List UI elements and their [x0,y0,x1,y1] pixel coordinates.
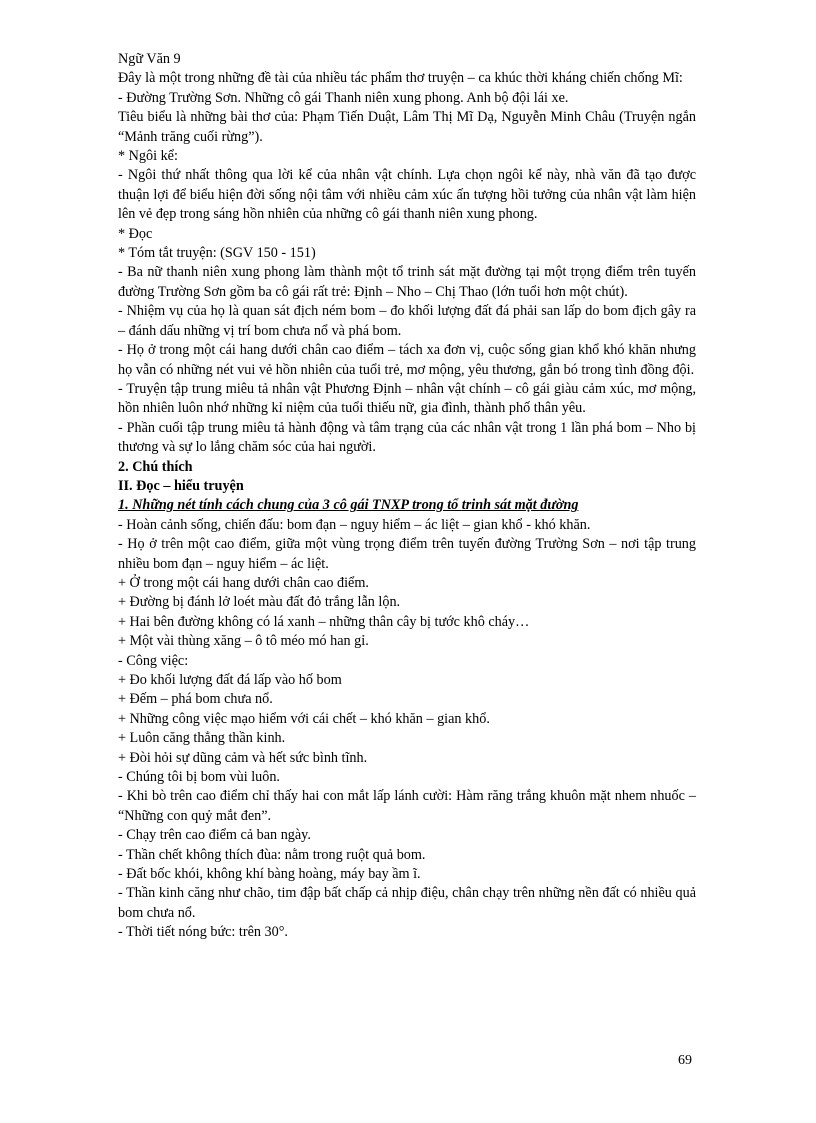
document-body [118,69,696,942]
paragraph: Đây là một trong những đề tài của nhiều tác phẩm thơ truyện – ca khúc thời kháng chiến chống Mĩ: [118,70,683,87]
paragraph: + Một vài thùng xăng – ô tô méo mó han gỉ. [118,633,369,650]
paragraph: - Hoàn cảnh sống, chiến đấu: bom đạn – nguy hiểm – ác liệt – gian khổ - khó khăn. [118,516,591,533]
paragraph: - Truyện tập trung miêu tả nhân vật Phương Định – nhân vật chính – cô gái giàu cảm xúc, mơ mộng, hồn nhiên luôn nhớ những kỉ niệm của tuổi thiếu nữ, gia đình, thành phố thân yêu. [118,380,696,417]
paragraph: - Thời tiết nóng bức: trên 30°. [118,924,288,941]
paragraph: - Ba nữ thanh niên xung phong làm thành một tổ trinh sát mặt đường tại một trọng điểm trên tuyến đường Trường Sơn gồm ba cô gái rất trẻ: Định – Nho – Chị Thao (lớn tuổi hơn một chút). [118,264,696,300]
paragraph: + Đường bị đánh lở loét màu đất đỏ trắng lẫn lộn. [118,594,401,611]
paragraph: + Những công việc mạo hiểm với cái chết – khó khăn – gian khổ. [118,710,490,727]
paragraph: - Thần kinh căng như chão, tim đập bất chấp cả nhịp điệu, chân chạy trên những nền đất có nhiều quả bom chưa nổ. [118,885,696,921]
section-heading: 1. Những nét tính cách chung của 3 cô gái TNXP trong tổ trinh sát mặt đường [118,497,579,514]
paragraph: - Chạy trên cao điểm cả ban ngày. [118,827,311,844]
paragraph: - Chúng tôi bị bom vùi luôn. [118,769,280,786]
paragraph: + Ở trong một cái hang dưới chân cao điểm. [118,574,369,591]
paragraph: - Phần cuối tập trung miêu tả hành động và tâm trạng của các nhân vật trong 1 lần phá bom – Nho bị thương và sự lo lắng chăm sóc của hai người. [118,419,696,456]
paragraph: * Tóm tắt truyện: (SGV 150 - 151) [118,245,316,262]
page-number: 69 [678,1053,692,1068]
paragraph: - Họ ở trong một cái hang dưới chân cao điểm – tách xa đơn vị, cuộc sống gian khổ khó khăn nhưng họ vẫn có những nét vui vẻ hồn nhiên của tuổi trẻ, mơ mộng, yêu thương, gắn bó trong tình đồng đội. [118,342,696,378]
page-header: Ngữ Văn 9 [118,51,181,67]
paragraph: + Luôn căng thẳng thần kinh. [118,730,286,747]
paragraph: - Nhiệm vụ của họ là quan sát địch ném bom – đo khối lượng đất đá phải san lấp do bom địch gây ra – đánh dấu những vị trí bom chưa nổ và phá bom. [118,303,696,339]
paragraph: * Ngôi kể: [118,148,178,165]
paragraph: - Công việc: [118,652,189,669]
paragraph: - Ngôi thứ nhất thông qua lời kể của nhân vật chính. Lựa chọn ngôi kể này, nhà văn đã tạo được thuận lợi để biểu hiện đời sống nội tâm với nhiều cảm xúc ấn tượng hồi tưởng của nhân vật làm hiện lên vẻ đẹp trong sáng hồn nhiên của những cô gái thanh niên xung phong. [118,167,696,223]
paragraph: + Đòi hỏi sự dũng cảm và hết sức bình tĩnh. [118,749,368,766]
paragraph: * Đọc [118,225,153,242]
paragraph: + Đo khối lượng đất đá lấp vào hố bom [118,672,342,688]
paragraph: - Khi bò trên cao điểm chỉ thấy hai con mắt lấp lánh cười: Hàm răng trắng khuôn mặt nhem nhuốc – “Những con quỷ mắt đen”. [118,788,696,824]
paragraph: - Thần chết không thích đùa: nằm trong ruột quả bom. [118,846,426,863]
paragraph: - Đất bốc khói, không khí bàng hoàng, máy bay ầm ĩ. [118,866,421,883]
section-heading: II. Đọc – hiểu truyện [118,477,244,494]
paragraph: Tiêu biểu là những bài thơ của: Phạm Tiến Duật, Lâm Thị Mĩ Dạ, Nguyễn Minh Châu (Truyện ngắn “Mảnh trăng cuối rừng”). [118,109,696,145]
paragraph: - Đường Trường Sơn. Những cô gái Thanh niên xung phong. Anh bộ đội lái xe. [118,89,569,106]
section-heading: 2. Chú thích [118,458,193,475]
paragraph: - Họ ở trên một cao điểm, giữa một vùng trọng điểm trên tuyến đường Trường Sơn – nơi tập trung nhiều bom đạn – nguy hiểm – ác liệt. [118,536,696,572]
paragraph: + Đếm – phá bom chưa nổ. [118,691,273,708]
document-page [118,50,696,943]
paragraph: + Hai bên đường không có lá xanh – những thân cây bị tước khô cháy… [118,613,530,630]
